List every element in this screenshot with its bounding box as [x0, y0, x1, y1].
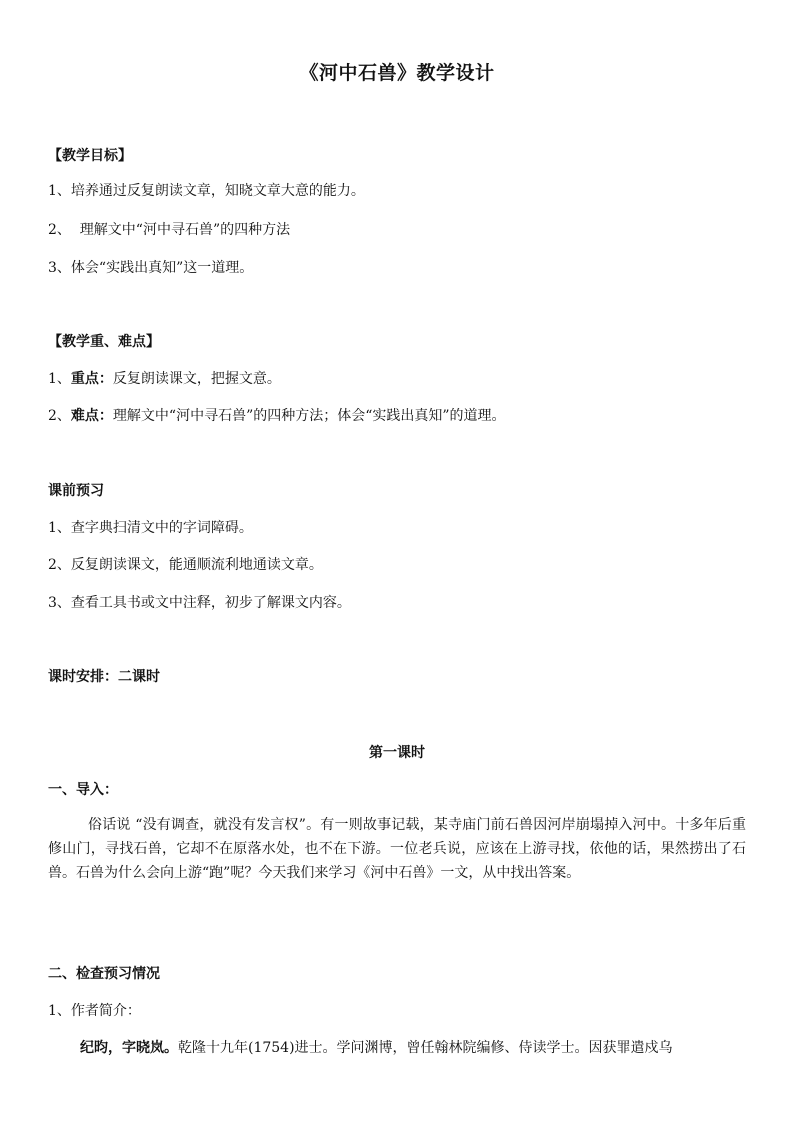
goal-item-3: 3、体会“实践出真知”这一道理。: [48, 260, 254, 276]
key-points-heading: 【教学重、难点】: [48, 334, 160, 350]
goals-heading: 【教学目标】: [48, 148, 132, 164]
key-point-item-1: [48, 368, 281, 388]
preview-item-1: 1、查字典扫清文中的字词障碍。: [48, 520, 253, 536]
preview-item-2: 2、反复朗读课文，能通顺流利地通读文章。: [48, 557, 323, 573]
key-point-num-1: 1、: [48, 371, 71, 387]
author-name: 纪昀，字晓岚。: [80, 1040, 178, 1056]
intro-paragraph: 俗话说 “没有调查，就没有发言权”。有一则故事记载，某寺庙门前石兽因河岸崩塌掉入河中。十多年后重修山门，寻找石兽，它却不在原落水处，也不在下游。一位老兵说，应该在上游寻找，依他的话，果然捞出了石兽。石兽为什么会向上游“跑”呢？今天我们来学习《河中石兽》一文，从中找出答案。: [48, 817, 746, 881]
key-point-num-2: 2、: [48, 408, 71, 424]
check-heading: 二、检查预习情况: [48, 966, 160, 982]
key-point-text-2: 理解文中“河中寻石兽”的四种方法；体会“实践出真知”的道理。: [112, 408, 506, 424]
author-bio-line: [80, 1037, 746, 1057]
document-title: 《河中石兽》教学设计: [299, 62, 495, 84]
schedule-line: 课时安排：二课时: [48, 669, 160, 685]
key-point-label-1: 重点：: [70, 371, 113, 387]
preview-heading: 课前预习: [48, 483, 104, 499]
key-point-text-1: 反复朗读课文，把握文意。: [112, 371, 281, 387]
goal-item-1: 1、培养通过反复朗读文章，知晓文章大意的能力。: [48, 183, 365, 199]
lesson1-heading: 第一课时: [369, 745, 425, 761]
intro-heading: 一、导入：: [48, 782, 118, 798]
key-point-label-2: 难点：: [70, 408, 113, 424]
key-point-item-2: [48, 405, 506, 425]
author-bio-text: 乾隆十九年(1754)进士。学问渊博，曾任翰林院编修、侍读学士。因获罪遣戍乌: [178, 1040, 673, 1056]
preview-item-3: 3、查看工具书或文中注释，初步了解课文内容。: [48, 595, 351, 611]
author-intro-item: 1、作者简介：: [48, 1003, 141, 1019]
goal-item-2: 2、 理解文中“河中寻石兽”的四种方法: [48, 222, 291, 238]
